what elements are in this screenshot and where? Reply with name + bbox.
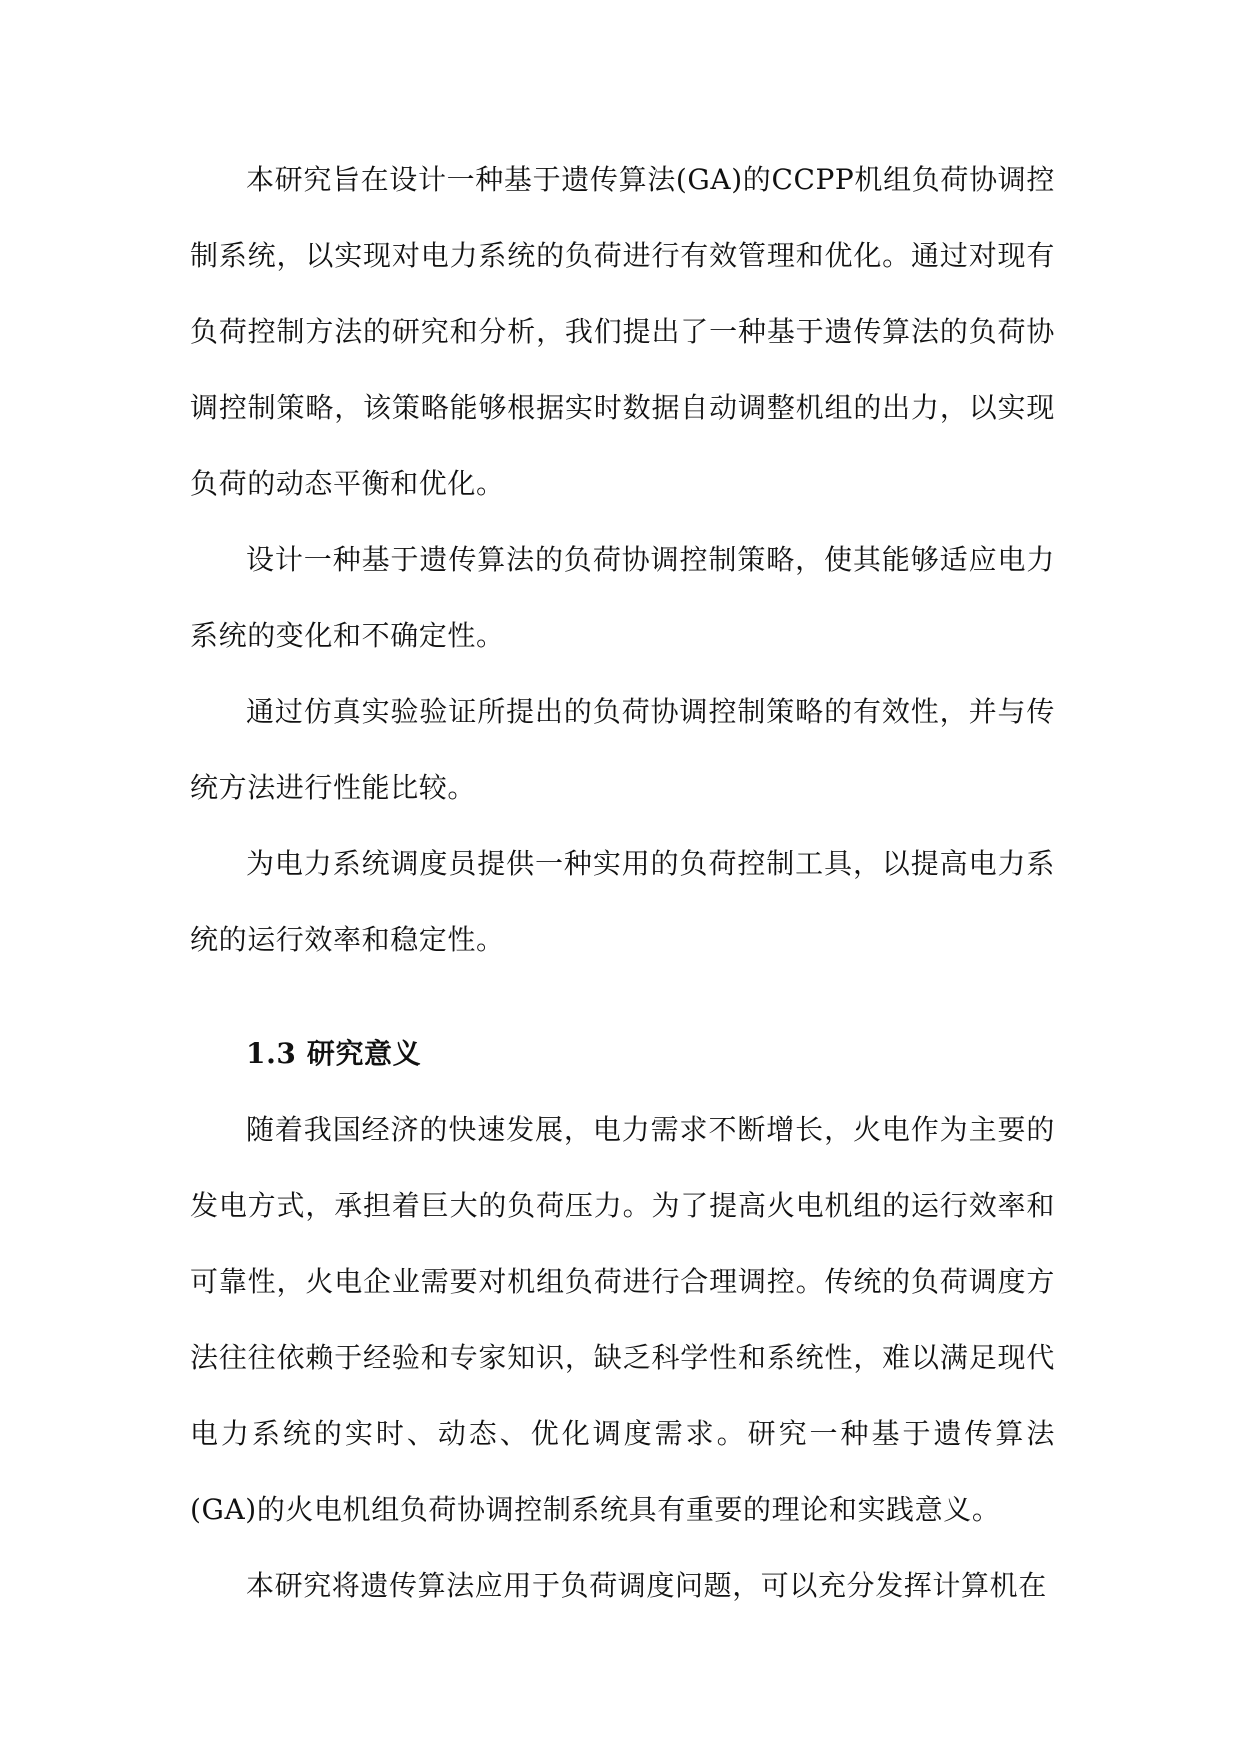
paragraph-objective-strategy: 设计一种基于遗传算法的负荷协调控制策略，使其能够适应电力系统的变化和不确定性。: [190, 543, 1055, 652]
paragraph-application: 本研究将遗传算法应用于负荷调度问题，可以充分发挥计算机在: [246, 1569, 1047, 1602]
paragraph-objective-tool: 为电力系统调度员提供一种实用的负荷控制工具，以提高电力系统的运行效率和稳定性。: [190, 847, 1055, 956]
document-body: [190, 142, 1055, 1624]
paragraph-objective-validation: 通过仿真实验验证所提出的负荷协调控制策略的有效性，并与传统方法进行性能比较。: [190, 695, 1055, 804]
paragraph-significance: 随着我国经济的快速发展，电力需求不断增长，火电作为主要的发电方式，承担着巨大的负荷压力。为了提高火电机组的运行效率和可靠性，火电企业需要对机组负荷进行合理调控。传统的负荷调度方法往往依赖于经验和专家知识，缺乏科学性和系统性，难以满足现代电力系统的实时、动态、优化调度需求。研究一种基于遗传算法(GA)的火电机组负荷协调控制系统具有重要的理论和实践意义。: [190, 1113, 1055, 1526]
paragraph-research-goal: 本研究旨在设计一种基于遗传算法(GA)的CCPP机组负荷协调控制系统，以实现对电力系统的负荷进行有效管理和优化。通过对现有负荷控制方法的研究和分析，我们提出了一种基于遗传算法的负荷协调控制策略，该策略能够根据实时数据自动调整机组的出力，以实现负荷的动态平衡和优化。: [190, 163, 1055, 500]
section-heading: 1.3 研究意义: [246, 1037, 422, 1070]
